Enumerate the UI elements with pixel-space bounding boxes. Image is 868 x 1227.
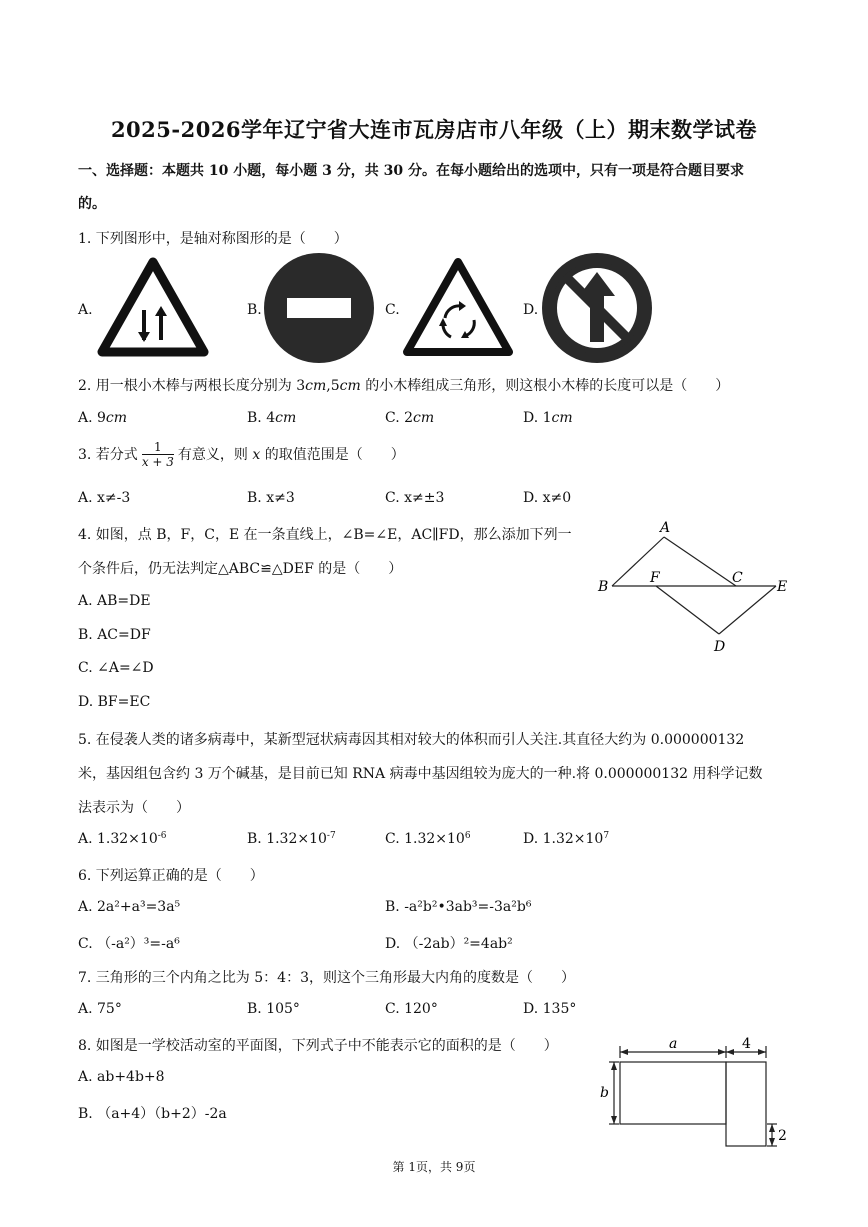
- q1-option-c-label: C.: [385, 302, 400, 318]
- q4-stem-line1: 4. 如图，点 B，F，C，E 在一条直线上，∠B=∠E，AC∥FD，那么添加下列一: [78, 527, 572, 543]
- page-title: 2025-2026学年辽宁省大连市瓦房店市八年级（上）期末数学试卷: [110, 117, 758, 142]
- roundabout-sign-icon: [403, 258, 513, 356]
- dimension-4-label: 4: [742, 1036, 751, 1052]
- point-f-label: F: [650, 570, 660, 586]
- q1-option-d-label: D.: [523, 302, 539, 318]
- q1-stem: 1. 下列图形中，是轴对称图形的是（ ）: [78, 231, 348, 247]
- q6-option-a: A. 2a²+a³=3a⁵: [78, 899, 181, 915]
- q7-option-d: D. 135°: [523, 1001, 577, 1017]
- q3-option-b: B. x≠3: [247, 490, 295, 506]
- point-a-label: A: [660, 520, 671, 536]
- fraction: $\frac{1}{x + 3}$: [141, 440, 174, 469]
- q4-option-b: B. AC=DF: [78, 627, 151, 643]
- q5-option-d: D. $1.32\times 10^7$: [523, 831, 610, 847]
- q5-option-b: B. $1.32\times 10^{-7}$: [247, 831, 336, 847]
- q7-option-b: B. 105°: [247, 1001, 300, 1017]
- dimension-2-label: 2: [778, 1128, 787, 1144]
- q8-stem: 8. 如图是一学校活动室的平面图，下列式子中不能表示它的面积的是（ ）: [78, 1038, 558, 1054]
- q2-option-d: D. 1cm: [523, 410, 573, 426]
- q4-option-a: A. AB=DE: [78, 593, 151, 609]
- q2-option-b: B. 4cm: [247, 410, 297, 426]
- q6-option-b: B. -a²b²•3ab³=-3a²b⁶: [385, 899, 532, 915]
- page-number-footer: 第 1页，共 9页: [392, 1160, 476, 1174]
- q7-option-c: C. 120°: [385, 1001, 438, 1017]
- point-b-label: B: [598, 579, 609, 595]
- section-heading-cont: 的。: [78, 196, 106, 212]
- q7-option-a: A. 75°: [78, 1001, 122, 1017]
- q1-option-a-label: A.: [78, 302, 93, 318]
- q8-option-b: B. （a+4）（b+2）-2a: [78, 1106, 227, 1122]
- q5-stem-line3: 法表示为（ ）: [78, 800, 190, 816]
- q3-option-c: C. x≠±3: [385, 490, 445, 506]
- q5-stem-line2: 米，基因组包含约 3 万个碱基，是目前已知 RNA 病毒中基因组较为庞大的一种.将 0.000000132 用科学记数: [78, 766, 763, 782]
- q8-floor-plan-figure: [596, 1034, 796, 1150]
- q2-option-c: C. 2cm: [385, 410, 435, 426]
- q5-option-c: C. $1.32\times 10^6$: [385, 831, 471, 847]
- q2-option-a: A. 9cm: [78, 410, 128, 426]
- point-d-label: D: [714, 639, 726, 655]
- q4-geometry-figure: [594, 518, 794, 658]
- q5-stem-line1: 5. 在侵袭人类的诸多病毒中，某新型冠状病毒因其相对较大的体积而引人关注.其直径大约为 0.000000132: [78, 732, 745, 748]
- q3-option-a: A. x≠-3: [78, 490, 131, 506]
- q8-option-a: A. ab+4b+8: [78, 1069, 165, 1085]
- no-entry-sign-icon: [263, 252, 375, 364]
- q6-stem: 6. 下列运算正确的是（ ）: [78, 868, 264, 884]
- q6-option-c: C. （-a²）³=-a⁶: [78, 936, 180, 952]
- point-c-label: C: [732, 570, 743, 586]
- q3-stem: 3. 若分式 $\frac{1}{x + 3}$ 有意义，则 x 的取值范围是（ ）: [78, 440, 405, 469]
- q7-stem: 7. 三角形的三个内角之比为 5：4：3，则这个三角形最大内角的度数是（ ）: [78, 970, 575, 986]
- q4-option-c: C. ∠A=∠D: [78, 660, 154, 676]
- dimension-b-label: b: [600, 1085, 609, 1101]
- dimension-a-label: a: [669, 1036, 678, 1052]
- q4-option-d: D. BF=EC: [78, 694, 151, 710]
- q6-option-d: D. （-2ab）²=4ab²: [385, 936, 513, 952]
- q4-stem-line2: 个条件后，仍无法判定△ABC≌△DEF 的是（ ）: [78, 561, 403, 577]
- q5-option-a: A. $1.32\times 10^{-6}$: [78, 831, 167, 847]
- no-straight-sign-icon: [541, 252, 653, 364]
- point-e-label: E: [777, 579, 788, 595]
- section-heading: 一、选择题：本题共 10 小题，每小题 3 分，共 30 分。在每小题给出的选项中，只有一项是符合题目要求: [78, 163, 744, 179]
- q1-option-b-label: B.: [247, 302, 262, 318]
- q2-stem: 2. 用一根小木棒与两根长度分别为 3cm,5cm 的小木棒组成三角形，则这根小木棒的长度可以是（ ）: [78, 378, 730, 394]
- two-way-traffic-sign-icon: [98, 258, 208, 356]
- q3-option-d: D. x≠0: [523, 490, 572, 506]
